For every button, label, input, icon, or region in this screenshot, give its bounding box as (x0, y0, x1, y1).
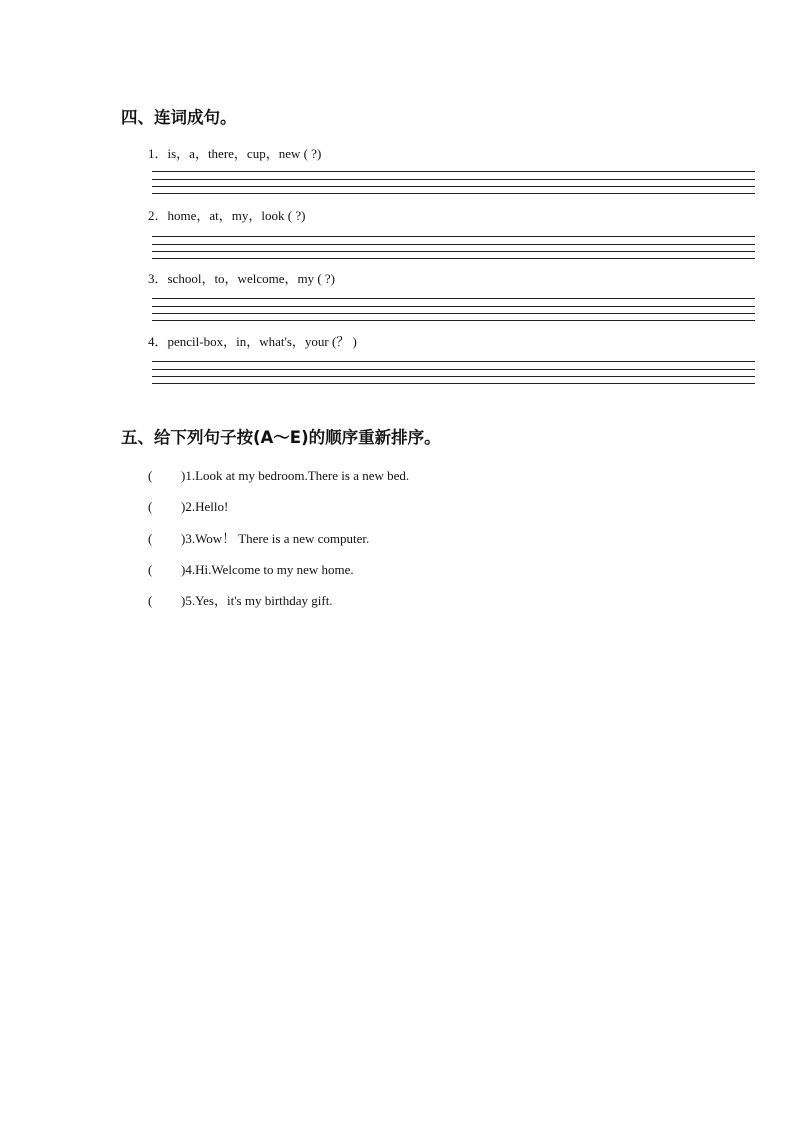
answer-lines-1[interactable] (152, 171, 755, 195)
sentence: )5.Yes，it's my birthday gift. (181, 593, 333, 608)
section-4-title: 四、连词成句。 (121, 108, 237, 127)
answer-blank[interactable]: ( (148, 593, 153, 608)
answer-blank[interactable]: ( (148, 499, 153, 514)
answer-lines-4[interactable] (152, 361, 755, 385)
sentence: )3.Wow！ There is a new computer. (181, 531, 370, 546)
answer-lines-2[interactable] (152, 236, 755, 260)
answer-blank[interactable]: ( (148, 468, 153, 483)
order-item-3 (148, 531, 369, 547)
question-1: 1．is，a，there，cup，new ( ?) (148, 146, 322, 161)
question-4: 4．pencil-box，in，what's，your (？ ) (148, 334, 357, 349)
question-2: 2．home，at，my，look ( ?) (148, 208, 306, 223)
sentence: )1.Look at my bedroom.There is a new bed. (181, 468, 410, 483)
answer-blank[interactable]: ( (148, 531, 153, 546)
order-item-5 (148, 593, 333, 609)
order-item-4 (148, 562, 354, 578)
sentence: )4.Hi.Welcome to my new home. (181, 562, 354, 577)
answer-blank[interactable]: ( (148, 562, 153, 577)
answer-lines-3[interactable] (152, 298, 755, 322)
section-5-title: 五、给下列句子按(A～E)的顺序重新排序。 (121, 428, 441, 447)
order-item-1 (148, 468, 409, 484)
sentence: )2.Hello! (181, 499, 229, 514)
order-item-2 (148, 499, 228, 515)
question-3: 3．school，to，welcome，my ( ?) (148, 271, 336, 286)
